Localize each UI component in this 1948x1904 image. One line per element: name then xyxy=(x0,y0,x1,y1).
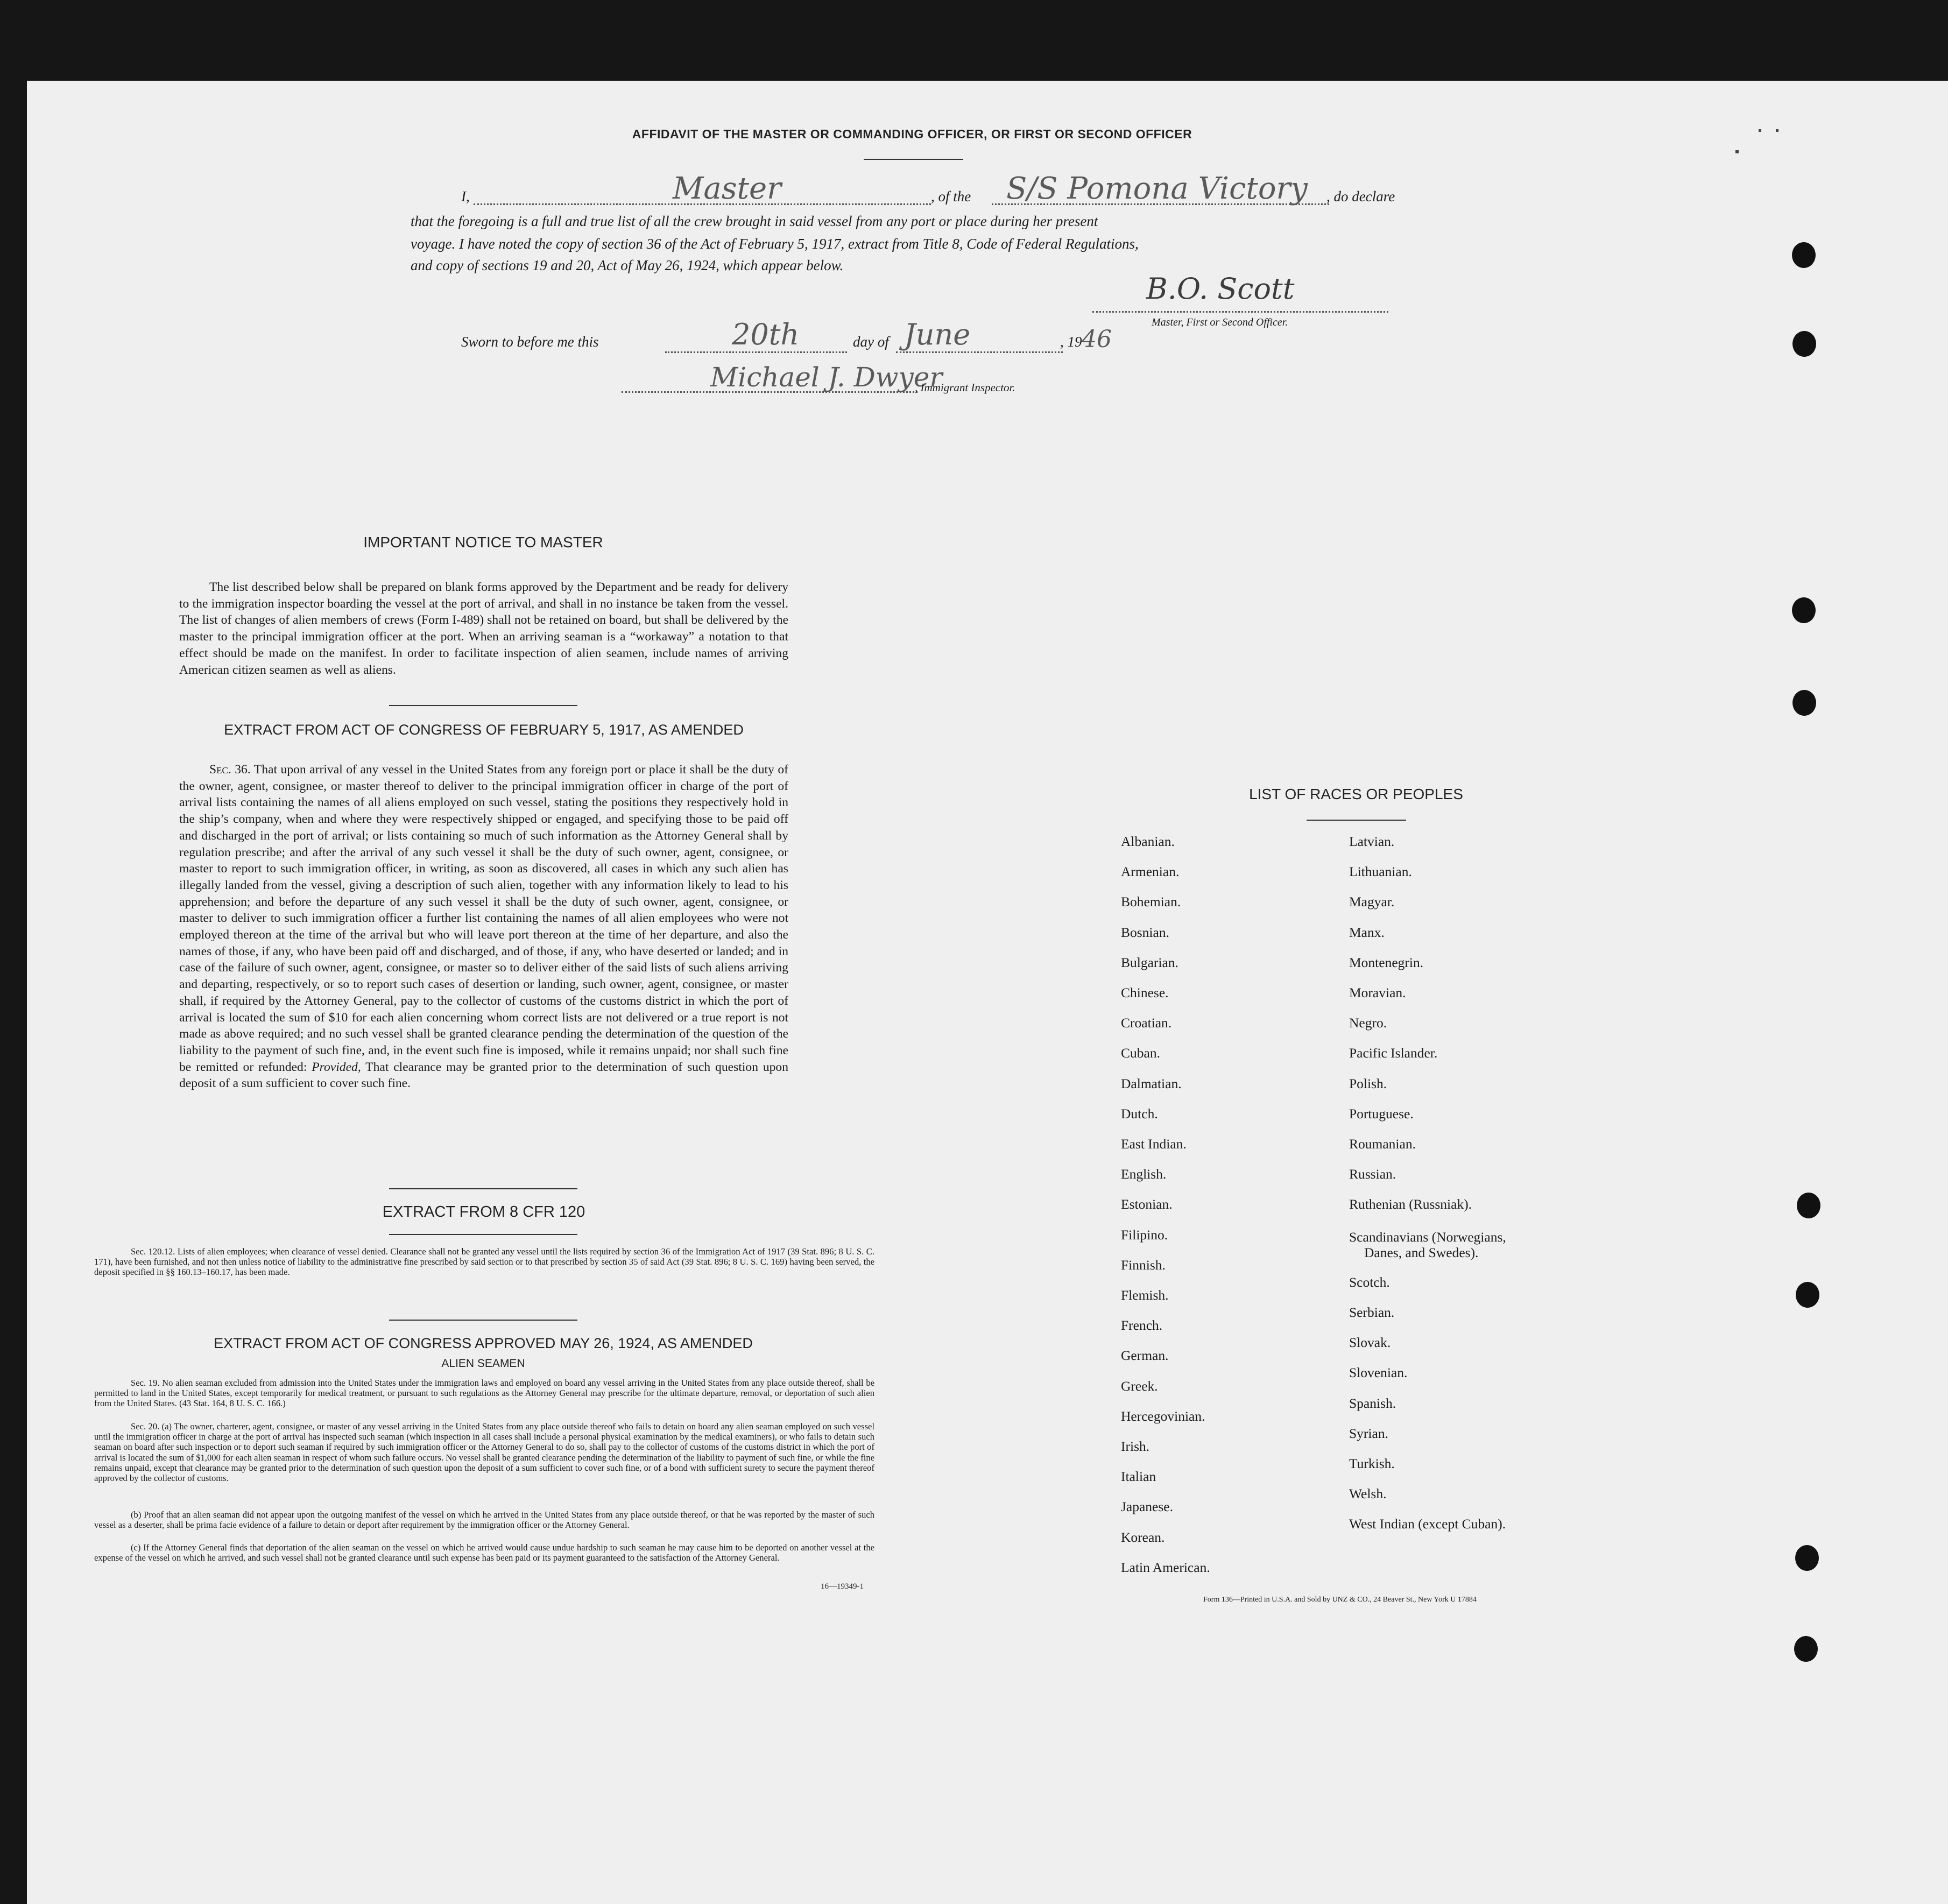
notice-title: IMPORTANT NOTICE TO MASTER xyxy=(363,534,603,551)
race-item: Hercegovinian. xyxy=(1121,1408,1205,1424)
handwritten-year: 46 xyxy=(1082,326,1112,353)
race-item: Dutch. xyxy=(1121,1105,1158,1122)
scan-speck xyxy=(1735,150,1739,153)
section-20c-text: (c) If the Attorney General finds that deportation of the alien seaman on the vessel on which he arrived would cause undue hardship to such seaman he may cause him to be deported on another vessel at the expense of the vessel on which he arrived, and such vessel shall not be granted clearance until such expense has been paid or its payment guaranteed to the satisfaction of the Attorney General. xyxy=(94,1542,874,1563)
race-item: Chinese. xyxy=(1121,985,1169,1000)
divider xyxy=(389,705,577,706)
race-item: West Indian (except Cuban). xyxy=(1349,1516,1506,1532)
day-line xyxy=(665,351,847,353)
race-item: Italian xyxy=(1121,1469,1156,1485)
sworn-text: Sworn to before me this xyxy=(461,334,599,350)
race-item: Croatian. xyxy=(1121,1015,1172,1031)
race-item: Latvian. xyxy=(1349,834,1395,849)
race-item: Latin American. xyxy=(1121,1559,1210,1575)
race-item: Albanian. xyxy=(1121,834,1175,849)
race-item: Slovenian. xyxy=(1349,1365,1408,1381)
race-item: Portuguese. xyxy=(1349,1105,1414,1122)
scan-speck xyxy=(1776,129,1778,132)
race-item: Scotch. xyxy=(1349,1274,1390,1290)
extract-1917-text xyxy=(179,761,788,1092)
binder-hole xyxy=(1794,1636,1818,1662)
affidavit-line-2: that the foregoing is a full and true list of all the crew brought in said vessel from any port or place during her present xyxy=(411,213,1098,229)
race-item: Manx. xyxy=(1349,924,1385,940)
handwritten-master: Master xyxy=(673,171,781,206)
form-code: 16—19349-1 xyxy=(821,1582,864,1591)
section-36-text-end: That clearance may be granted prior to the determination of such question upon deposit of a sum sufficient to cover such fine. xyxy=(179,1060,789,1091)
section-label: Sec. 36. xyxy=(209,763,251,777)
binder-hole xyxy=(1792,690,1816,716)
race-item: Slovak. xyxy=(1349,1335,1391,1351)
race-item: Turkish. xyxy=(1349,1456,1395,1471)
race-item: Estonian. xyxy=(1121,1196,1173,1212)
extract-cfr-title: EXTRACT FROM 8 CFR 120 xyxy=(382,1203,585,1221)
provided-label: Provided, xyxy=(312,1060,361,1074)
race-item: Welsh. xyxy=(1349,1486,1387,1502)
race-item: Spanish. xyxy=(1349,1395,1396,1411)
race-item: Pacific Islander. xyxy=(1349,1045,1438,1061)
races-right-column xyxy=(1349,834,1597,1587)
extract-1924-title: EXTRACT FROM ACT OF CONGRESS APPROVED MAY 26, 1924, AS AMENDED xyxy=(214,1335,753,1351)
affidavit-line-3: voyage. I have noted the copy of section 36 of the Act of February 5, 1917, extract from Title 8, Code of Federal Regulations, xyxy=(411,236,1139,252)
master-signature: B.O. Scott xyxy=(1146,272,1295,306)
race-item: Dalmatian. xyxy=(1121,1075,1182,1091)
divider xyxy=(389,1320,577,1321)
affidavit-title: AFFIDAVIT OF THE MASTER OR COMMANDING OFFICER, OR FIRST OR SECOND OFFICER xyxy=(632,127,1192,141)
sworn-year-prefix: , 19 xyxy=(1060,334,1082,350)
binder-hole xyxy=(1792,242,1816,268)
race-item: Lithuanian. xyxy=(1349,864,1412,880)
handwritten-vessel-name: S/S Pomona Victory xyxy=(1006,171,1308,206)
inspector-signature: Michael J. Dwyer xyxy=(710,362,943,393)
race-item: Scandinavians (Norwegians, xyxy=(1349,1229,1506,1245)
handwritten-day: 20th xyxy=(732,318,800,351)
section-20a-text: Sec. 20. (a) The owner, charterer, agent, consignee, or master of any vessel arriving in the United States from any place outside thereof who fails to detain on board any alien seaman employed on such vessel until the immigration officer in charge at the port of arrival has inspected such seaman (which inspection in all cases shall include a personal physical examination by the medical examiners), or who fails to detain such seaman on board after such inspection or to deport such seaman if required by such immigration officer or the Attorney General to do so, shall pay to the collector of customs of the customs district in which the port of arrival is located the sum of $1,000 for each alien seaman in respect of whom such failure occurs. No vessel shall be granted clearance pending the determination of the liability to payment of such fine, or while the fine remains unpaid, except that clearance may be granted prior to the determination of such question upon the deposit of a sum sufficient to cover such fine, or of a bond with sufficient surety to secure the payment thereof approved by the collector of customs. xyxy=(94,1421,874,1484)
race-item: Magyar. xyxy=(1349,894,1395,910)
race-item: Flemish. xyxy=(1121,1287,1169,1303)
race-item: German. xyxy=(1121,1348,1169,1364)
race-item: Korean. xyxy=(1121,1529,1165,1545)
race-item: Greek. xyxy=(1121,1378,1158,1394)
race-item: Roumanian. xyxy=(1349,1136,1416,1152)
sworn-day-of: day of xyxy=(853,334,889,350)
affidavit-do-declare: , do declare xyxy=(1326,188,1395,204)
divider xyxy=(864,159,963,160)
race-item: Cuban. xyxy=(1121,1045,1160,1061)
race-item: Finnish. xyxy=(1121,1257,1166,1273)
binder-hole xyxy=(1796,1282,1819,1308)
binder-hole xyxy=(1792,331,1816,357)
affidavit-i: I, xyxy=(461,188,470,204)
section-19-text: Sec. 19. No alien seaman excluded from admission into the United States under the immigration laws and employed on board any vessel arriving in the United States from any place outside thereof, shall be permitted to land in the United States, except temporarily for medical treatment, or pursuant to such regulations as the Attorney General may prescribe for the ultimate departure, removal, or deportation of such alien from the United States. (43 Stat. 164, 8 U. S. C. 166.) xyxy=(94,1378,874,1409)
race-item: French. xyxy=(1121,1317,1163,1334)
affidavit-of-the: , of the xyxy=(931,188,971,204)
binder-hole xyxy=(1792,597,1816,623)
race-item: Ruthenian (Russniak). xyxy=(1349,1196,1472,1212)
section-36-text: That upon arrival of any vessel in the United States from any foreign port or place it shall be the duty of the owner, agent, consignee, or master thereof to deliver to the principal immigration officer in charge of the port of arrival lists containing the names of all aliens employed on such vessel, stating the positions they respectively hold in the ship’s company, when and where they were respectively shipped or engaged, and specifying those to be paid off and discharged in the port of arrival; or lists containing so much of such information as the Attorney General shall by regulation prescribe; and after the arrival of any such vessel it shall be the duty of such owner, agent, consignee, or master to report to such immigration officer, in writing, as soon as discovered, all cases in which any such alien has illegally landed from the vessel, giving a description of such alien, together with any information likely to lead to his apprehension; and before the departure of any such vessel it shall be the duty of such owner, agent, consignee, or master to deliver to such immigration officer a further list containing the names of all alien employees who were not employed thereon at the time of the arrival but who will leave port thereon at the time of her departure, and also the names of those, if any, who have been paid off and discharged, and of those, if any, who have deserted or landed; and in case of the failure of such owner, agent, consignee, or master so to deliver either of the said lists of such aliens arriving and departing, respectively, or so to report such cases of desertion or landing, such owner, agent, consignee, or master shall, if required by the Attorney General, pay to the collector of customs of the customs district in which the port of arrival is located the sum of $10 for each alien concerning whom correct lists are not delivered or a true report is not made as above required; and no such vessel shall be granted clearance pending the determination of the question of the liability to the payment of such fine, and, in the event such fine is imposed, while it remains unpaid; nor shall such fine be remitted or refunded: xyxy=(179,763,788,1074)
race-item: Moravian. xyxy=(1349,985,1406,1000)
affidavit-line-4: and copy of sections 19 and 20, Act of May 26, 1924, which appear below. xyxy=(411,257,844,273)
printer-footer: Form 136—Printed in U.S.A. and Sold by UNZ & CO., 24 Beaver St., New York U 17884 xyxy=(1203,1596,1477,1604)
month-line xyxy=(896,351,1063,353)
handwritten-month: June xyxy=(904,318,971,351)
race-item: Armenian. xyxy=(1121,864,1180,880)
extract-1917-title: EXTRACT FROM ACT OF CONGRESS OF FEBRUARY 5, 1917, AS AMENDED xyxy=(224,722,744,738)
scan-speck xyxy=(1759,129,1761,132)
notice-text: The list described below shall be prepared on blank forms approved by the Department and be ready for delivery to the immigration inspector boarding the vessel at the port of arrival, and shall in no instance be taken from the vessel. The list of changes of alien members of crews (Form I-489) shall not be retained on board, but shall be delivered by the master to the principal immigration officer at the port. When an arriving seaman is a “workaway” a notation to that effect should be made on the manifest. In order to facilitate inspection of alien seamen, include names of arriving American citizen seamen as well as aliens. xyxy=(179,580,788,677)
race-item: Bosnian. xyxy=(1121,924,1169,940)
divider xyxy=(1307,820,1406,821)
race-item: Bohemian. xyxy=(1121,894,1181,910)
binder-hole xyxy=(1797,1193,1820,1218)
race-item: Serbian. xyxy=(1349,1304,1395,1320)
race-item: Bulgarian. xyxy=(1121,954,1178,970)
divider xyxy=(389,1188,577,1189)
race-item: Russian. xyxy=(1349,1166,1396,1182)
signature-caption: Master, First or Second Officer. xyxy=(1152,316,1288,328)
section-20b-text: (b) Proof that an alien seaman did not appear upon the outgoing manifest of the vessel on which he arrived in the United States from any place outside thereof, or that he was reported by the master of such vessel as a deserter, shall be prima facie evidence of a failure to detain or deport after requirement by the immigration officer or the Attorney General. xyxy=(94,1510,874,1531)
race-item: Polish. xyxy=(1349,1075,1387,1091)
extract-1924-subtitle: ALIEN SEAMEN xyxy=(441,1357,525,1370)
inspector-caption: , Immigrant Inspector. xyxy=(915,381,1015,394)
race-item: Montenegrin. xyxy=(1349,954,1424,970)
race-item: Filipino. xyxy=(1121,1226,1168,1243)
race-item: Syrian. xyxy=(1349,1425,1388,1441)
race-item: East Indian. xyxy=(1121,1136,1187,1152)
race-item: Danes, and Swedes). xyxy=(1364,1244,1479,1260)
races-title: LIST OF RACES OR PEOPLES xyxy=(1249,786,1463,802)
signature-line xyxy=(1092,311,1388,313)
extract-cfr-text: Sec. 120.12. Lists of alien employees; when clearance of vessel denied. Clearance shall not be granted any vessel until the lists required by section 36 of the Immigration Act of 1917 (39 Stat. 896; 8 U. S. C. 171), have been furnished, and not then unless notice of liability to the administrative fine prescribed by said section or to that prescribed by section 35 of said Act (39 Stat. 896; 8 U. S. C. 169) having been served, the deposit specified in §§ 160.13–160.17, has been made. xyxy=(94,1246,874,1278)
races-left-column xyxy=(1121,834,1336,1587)
race-item: Japanese. xyxy=(1121,1499,1173,1515)
race-item: Irish. xyxy=(1121,1438,1150,1454)
binder-hole xyxy=(1795,1545,1819,1571)
race-item: English. xyxy=(1121,1166,1167,1182)
divider xyxy=(389,1234,577,1235)
race-item: Negro. xyxy=(1349,1015,1387,1031)
